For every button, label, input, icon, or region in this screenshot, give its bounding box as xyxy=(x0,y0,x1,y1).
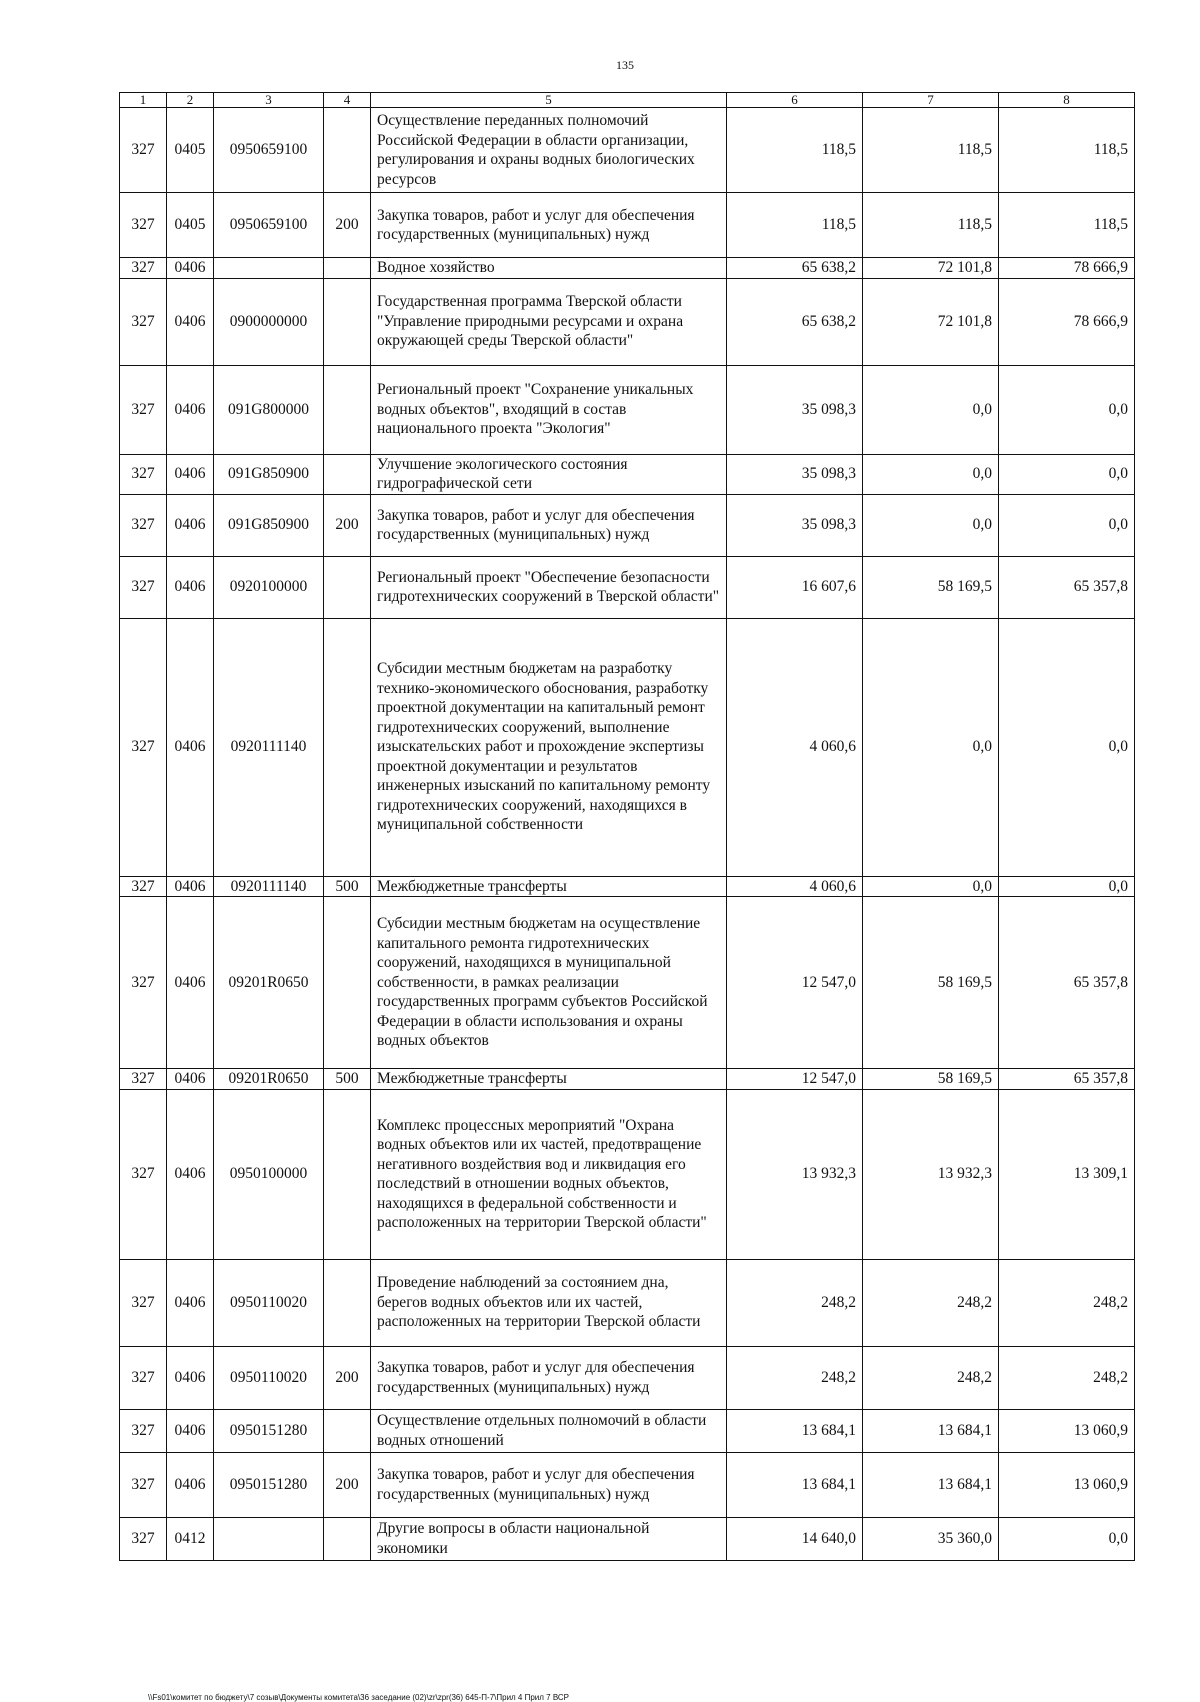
expense-type xyxy=(324,258,371,279)
item-name: Региональный проект "Сохранение уникальных водных объектов", входящий в состав национального проекта "Экология" xyxy=(371,365,727,454)
target-code: 0950151280 xyxy=(214,1409,324,1452)
item-name: Осуществление переданных полномочий Российской Федерации в области организации, регулирования и охраны водных биологических ресурсов xyxy=(371,108,727,193)
amount-col-7: 118,5 xyxy=(863,193,999,258)
amount-col-7: 58 169,5 xyxy=(863,1069,999,1090)
section-code: 0405 xyxy=(167,108,214,193)
table-row xyxy=(120,1069,1135,1090)
target-code xyxy=(214,258,324,279)
table-header-row xyxy=(120,93,1135,108)
amount-col-6: 12 547,0 xyxy=(727,1069,863,1090)
header-col-1: 1 xyxy=(120,93,167,108)
item-name: Осуществление отдельных полномочий в области водных отношений xyxy=(371,1409,727,1452)
table-row xyxy=(120,108,1135,193)
target-code: 09201R0650 xyxy=(214,897,324,1069)
target-code: 091G850900 xyxy=(214,494,324,556)
amount-col-6: 248,2 xyxy=(727,1259,863,1346)
section-code: 0412 xyxy=(167,1517,214,1560)
table-row xyxy=(120,193,1135,258)
target-code: 0900000000 xyxy=(214,278,324,365)
amount-col-7: 35 360,0 xyxy=(863,1517,999,1560)
amount-col-6: 13 932,3 xyxy=(727,1089,863,1259)
section-code: 0406 xyxy=(167,897,214,1069)
target-code: 0920111140 xyxy=(214,876,324,897)
header-col-3: 3 xyxy=(214,93,324,108)
expense-type: 200 xyxy=(324,494,371,556)
amount-col-8: 0,0 xyxy=(999,494,1135,556)
amount-col-7: 72 101,8 xyxy=(863,278,999,365)
target-code: 0920111140 xyxy=(214,618,324,876)
section-code: 0405 xyxy=(167,193,214,258)
target-code: 0950110020 xyxy=(214,1259,324,1346)
section-code: 0406 xyxy=(167,258,214,279)
table-row xyxy=(120,876,1135,897)
table-row xyxy=(120,1409,1135,1452)
amount-col-8: 0,0 xyxy=(999,1517,1135,1560)
amount-col-7: 13 684,1 xyxy=(863,1409,999,1452)
admin-code: 327 xyxy=(120,1259,167,1346)
target-code: 0950659100 xyxy=(214,108,324,193)
table-row xyxy=(120,454,1135,494)
item-name: Закупка товаров, работ и услуг для обеспечения государственных (муниципальных) нужд xyxy=(371,193,727,258)
item-name: Региональный проект "Обеспечение безопасности гидротехнических сооружений в Тверской области" xyxy=(371,556,727,618)
section-code: 0406 xyxy=(167,365,214,454)
table-row xyxy=(120,278,1135,365)
expense-type xyxy=(324,108,371,193)
admin-code: 327 xyxy=(120,618,167,876)
amount-col-8: 248,2 xyxy=(999,1259,1135,1346)
target-code: 0950100000 xyxy=(214,1089,324,1259)
budget-table xyxy=(119,92,1135,1561)
amount-col-8: 0,0 xyxy=(999,454,1135,494)
admin-code: 327 xyxy=(120,193,167,258)
amount-col-6: 12 547,0 xyxy=(727,897,863,1069)
section-code: 0406 xyxy=(167,278,214,365)
amount-col-8: 13 060,9 xyxy=(999,1409,1135,1452)
section-code: 0406 xyxy=(167,876,214,897)
item-name: Комплекс процессных мероприятий "Охрана водных объектов или их частей, предотвращение негативного воздействия вод и ликвидация его последствий в отношении водных объектов, находящихся в федеральной собственности и расположенных на территории Тверской области" xyxy=(371,1089,727,1259)
expense-type xyxy=(324,1517,371,1560)
admin-code: 327 xyxy=(120,494,167,556)
section-code: 0406 xyxy=(167,1069,214,1090)
section-code: 0406 xyxy=(167,1409,214,1452)
expense-type xyxy=(324,1089,371,1259)
amount-col-7: 58 169,5 xyxy=(863,556,999,618)
admin-code: 327 xyxy=(120,876,167,897)
target-code: 0950659100 xyxy=(214,193,324,258)
table-row xyxy=(120,1089,1135,1259)
expense-type xyxy=(324,618,371,876)
page-number: 135 xyxy=(616,58,634,72)
amount-col-8: 0,0 xyxy=(999,365,1135,454)
expense-type: 500 xyxy=(324,876,371,897)
amount-col-8: 65 357,8 xyxy=(999,556,1135,618)
expense-type xyxy=(324,556,371,618)
amount-col-8: 65 357,8 xyxy=(999,897,1135,1069)
amount-col-6: 65 638,2 xyxy=(727,278,863,365)
amount-col-8: 13 060,9 xyxy=(999,1452,1135,1517)
item-name: Межбюджетные трансферты xyxy=(371,1069,727,1090)
target-code xyxy=(214,1517,324,1560)
admin-code: 327 xyxy=(120,365,167,454)
admin-code: 327 xyxy=(120,278,167,365)
item-name: Субсидии местным бюджетам на осуществление капитального ремонта гидротехнических сооружений, находящихся в муниципальной собственности, в рамках реализации государственных программ субъектов Российской Федерации в области использования и охраны водных объектов xyxy=(371,897,727,1069)
item-name: Другие вопросы в области национальной экономики xyxy=(371,1517,727,1560)
amount-col-8: 78 666,9 xyxy=(999,278,1135,365)
amount-col-6: 16 607,6 xyxy=(727,556,863,618)
item-name: Водное хозяйство xyxy=(371,258,727,279)
amount-col-8: 118,5 xyxy=(999,193,1135,258)
header-col-8: 8 xyxy=(999,93,1135,108)
amount-col-6: 4 060,6 xyxy=(727,876,863,897)
expense-type xyxy=(324,278,371,365)
amount-col-7: 0,0 xyxy=(863,454,999,494)
amount-col-7: 13 684,1 xyxy=(863,1452,999,1517)
target-code: 0950151280 xyxy=(214,1452,324,1517)
admin-code: 327 xyxy=(120,108,167,193)
header-col-4: 4 xyxy=(324,93,371,108)
amount-col-6: 35 098,3 xyxy=(727,365,863,454)
expense-type: 200 xyxy=(324,1346,371,1409)
section-code: 0406 xyxy=(167,618,214,876)
amount-col-7: 0,0 xyxy=(863,494,999,556)
table-row xyxy=(120,556,1135,618)
amount-col-6: 13 684,1 xyxy=(727,1452,863,1517)
amount-col-7: 0,0 xyxy=(863,876,999,897)
amount-col-8: 0,0 xyxy=(999,618,1135,876)
expense-type xyxy=(324,454,371,494)
table-row xyxy=(120,1346,1135,1409)
admin-code: 327 xyxy=(120,454,167,494)
admin-code: 327 xyxy=(120,897,167,1069)
expense-type: 500 xyxy=(324,1069,371,1090)
target-code: 091G800000 xyxy=(214,365,324,454)
amount-col-7: 248,2 xyxy=(863,1259,999,1346)
item-name: Закупка товаров, работ и услуг для обеспечения государственных (муниципальных) нужд xyxy=(371,1452,727,1517)
expense-type xyxy=(324,897,371,1069)
table-row xyxy=(120,494,1135,556)
amount-col-8: 248,2 xyxy=(999,1346,1135,1409)
target-code: 09201R0650 xyxy=(214,1069,324,1090)
section-code: 0406 xyxy=(167,1089,214,1259)
header-col-2: 2 xyxy=(167,93,214,108)
admin-code: 327 xyxy=(120,1069,167,1090)
amount-col-7: 72 101,8 xyxy=(863,258,999,279)
amount-col-7: 118,5 xyxy=(863,108,999,193)
item-name: Закупка товаров, работ и услуг для обеспечения государственных (муниципальных) нужд xyxy=(371,494,727,556)
admin-code: 327 xyxy=(120,258,167,279)
section-code: 0406 xyxy=(167,556,214,618)
amount-col-7: 13 932,3 xyxy=(863,1089,999,1259)
amount-col-6: 65 638,2 xyxy=(727,258,863,279)
admin-code: 327 xyxy=(120,1517,167,1560)
table-row xyxy=(120,258,1135,279)
item-name: Улучшение экологического состояния гидрографической сети xyxy=(371,454,727,494)
section-code: 0406 xyxy=(167,494,214,556)
amount-col-6: 248,2 xyxy=(727,1346,863,1409)
section-code: 0406 xyxy=(167,1452,214,1517)
amount-col-7: 58 169,5 xyxy=(863,897,999,1069)
header-col-5: 5 xyxy=(371,93,727,108)
table-row xyxy=(120,1259,1135,1346)
admin-code: 327 xyxy=(120,556,167,618)
amount-col-8: 118,5 xyxy=(999,108,1135,193)
expense-type xyxy=(324,365,371,454)
amount-col-8: 13 309,1 xyxy=(999,1089,1135,1259)
amount-col-6: 35 098,3 xyxy=(727,454,863,494)
target-code: 091G850900 xyxy=(214,454,324,494)
expense-type xyxy=(324,1409,371,1452)
file-path-footer: \\Fs01\комитет по бюджету\7 созыв\Документы комитета\36 заседание (02)\zr\zpr(36) 645-П-7\Прил 4 Прил 7 ВСР xyxy=(148,1693,570,1702)
item-name: Государственная программа Тверской области "Управление природными ресурсами и охрана окружающей среды Тверской области" xyxy=(371,278,727,365)
amount-col-7: 0,0 xyxy=(863,618,999,876)
header-col-7: 7 xyxy=(863,93,999,108)
expense-type: 200 xyxy=(324,1452,371,1517)
amount-col-6: 4 060,6 xyxy=(727,618,863,876)
amount-col-6: 13 684,1 xyxy=(727,1409,863,1452)
amount-col-6: 35 098,3 xyxy=(727,494,863,556)
admin-code: 327 xyxy=(120,1452,167,1517)
amount-col-7: 248,2 xyxy=(863,1346,999,1409)
amount-col-8: 78 666,9 xyxy=(999,258,1135,279)
item-name: Субсидии местным бюджетам на разработку технико-экономического обоснования, разработку проектной документации на капитальный ремонт гидротехнических сооружений, выполнение изыскательских работ и прохождение экспертизы проектной документации и результатов инженерных изысканий по капитальному ремонту гидротехнических сооружений, находящихся в муниципальной собственности xyxy=(371,618,727,876)
section-code: 0406 xyxy=(167,1346,214,1409)
target-code: 0920100000 xyxy=(214,556,324,618)
target-code: 0950110020 xyxy=(214,1346,324,1409)
amount-col-6: 118,5 xyxy=(727,193,863,258)
item-name: Проведение наблюдений за состоянием дна, берегов водных объектов или их частей, расположенных на территории Тверской области xyxy=(371,1259,727,1346)
amount-col-6: 118,5 xyxy=(727,108,863,193)
table-row xyxy=(120,897,1135,1069)
table-row xyxy=(120,1452,1135,1517)
admin-code: 327 xyxy=(120,1409,167,1452)
admin-code: 327 xyxy=(120,1089,167,1259)
table-row xyxy=(120,1517,1135,1560)
item-name: Закупка товаров, работ и услуг для обеспечения государственных (муниципальных) нужд xyxy=(371,1346,727,1409)
table-row xyxy=(120,365,1135,454)
table-row xyxy=(120,618,1135,876)
amount-col-6: 14 640,0 xyxy=(727,1517,863,1560)
amount-col-8: 65 357,8 xyxy=(999,1069,1135,1090)
admin-code: 327 xyxy=(120,1346,167,1409)
amount-col-8: 0,0 xyxy=(999,876,1135,897)
amount-col-7: 0,0 xyxy=(863,365,999,454)
expense-type: 200 xyxy=(324,193,371,258)
section-code: 0406 xyxy=(167,1259,214,1346)
item-name: Межбюджетные трансферты xyxy=(371,876,727,897)
header-col-6: 6 xyxy=(727,93,863,108)
expense-type xyxy=(324,1259,371,1346)
section-code: 0406 xyxy=(167,454,214,494)
